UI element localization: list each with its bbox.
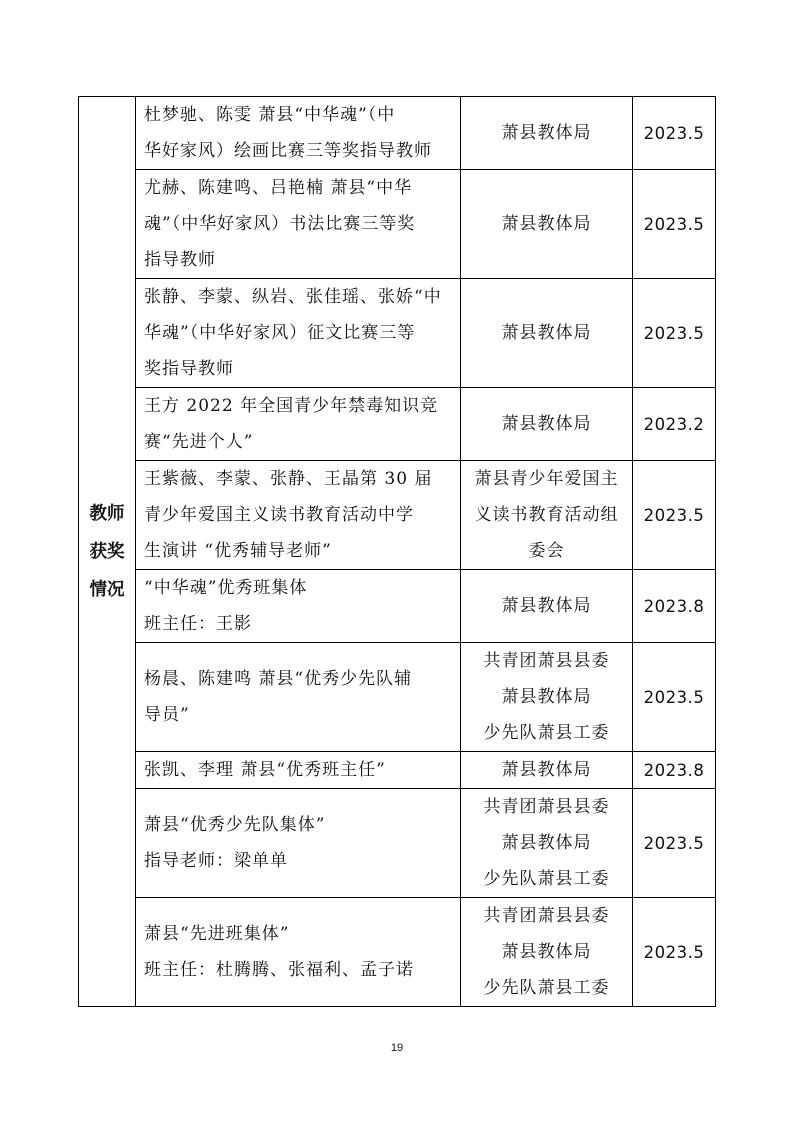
awards-table — [78, 96, 716, 1007]
award-date: 2023.5 — [633, 279, 716, 388]
awarding-organization-line: 少先队萧县工委 — [483, 978, 610, 998]
awarding-organization-line: 共青团萧县县委 — [483, 797, 610, 817]
award-description — [136, 279, 461, 388]
category-label — [87, 495, 127, 609]
award-description-line: 杨晨、陈建鸣 萧县“优秀少先队辅 — [144, 669, 413, 689]
award-description-line: 华魂”（中华好家风）征文比赛三等 — [144, 323, 416, 343]
award-description — [136, 752, 461, 789]
award-date: 2023.5 — [633, 789, 716, 898]
awarding-organization-line: 萧县青少年爱国主 — [474, 469, 619, 489]
awarding-organization-line: 萧县教体局 — [501, 760, 592, 780]
category-label-line: 情况 — [89, 579, 125, 600]
award-description — [136, 461, 461, 570]
category-cell — [79, 97, 136, 1007]
award-description-line: 班主任：王影 — [144, 614, 252, 634]
award-date: 2023.5 — [633, 461, 716, 570]
award-description-line: 王紫薇、李蒙、张静、王晶第 30 届 — [144, 469, 433, 489]
award-description-line: “中华魂”优秀班集体 — [144, 578, 308, 598]
award-date: 2023.5 — [633, 170, 716, 279]
awarding-organization — [461, 643, 633, 752]
awarding-organization-line: 萧县教体局 — [501, 596, 592, 616]
award-description-line: 指导老师：梁单单 — [144, 851, 288, 871]
award-description-line: 班主任：杜腾腾、张福利、孟子诺 — [144, 960, 414, 980]
award-date: 2023.5 — [633, 643, 716, 752]
awarding-organization — [461, 898, 633, 1007]
award-description-line: 导员” — [144, 705, 190, 725]
awarding-organization-line: 共青团萧县县委 — [483, 906, 610, 926]
table-row — [79, 898, 716, 1007]
awarding-organization — [461, 752, 633, 789]
table-row — [79, 789, 716, 898]
award-description-line: 萧县“先进班集体” — [144, 924, 290, 944]
awarding-organization-line: 萧县教体局 — [501, 414, 592, 434]
table-row — [79, 279, 716, 388]
awarding-organization — [461, 170, 633, 279]
award-date: 2023.2 — [633, 388, 716, 461]
awarding-organization-line: 萧县教体局 — [501, 942, 592, 962]
award-description-line: 王方 2022 年全国青少年禁毒知识竞 — [144, 396, 439, 416]
awarding-organization-line: 委会 — [528, 541, 565, 561]
table-row — [79, 643, 716, 752]
award-description — [136, 643, 461, 752]
award-description-line: 华好家风）绘画比赛三等奖指导教师 — [144, 141, 432, 161]
award-description-line: 萧县“优秀少先队集体” — [144, 815, 326, 835]
awarding-organization-line: 共青团萧县县委 — [483, 651, 610, 671]
awarding-organization-line: 萧县教体局 — [501, 323, 592, 343]
award-description — [136, 570, 461, 643]
award-date: 2023.8 — [633, 570, 716, 643]
award-description — [136, 388, 461, 461]
award-description-line: 赛“先进个人” — [144, 432, 254, 452]
table-row — [79, 97, 716, 170]
award-description-line: 生演讲 “优秀辅导老师” — [144, 541, 332, 561]
award-description — [136, 170, 461, 279]
page-number: 19 — [390, 1042, 404, 1054]
awarding-organization — [461, 388, 633, 461]
award-description-line: 杜梦驰、陈雯 萧县“中华魂”（中 — [144, 105, 396, 125]
awarding-organization-line: 萧县教体局 — [501, 123, 592, 143]
awarding-organization — [461, 279, 633, 388]
awarding-organization-line: 少先队萧县工委 — [483, 869, 610, 889]
awarding-organization — [461, 789, 633, 898]
award-description-line: 尤赫、陈建鸣、吕艳楠 萧县“中华 — [144, 178, 413, 198]
awarding-organization-line: 少先队萧县工委 — [483, 723, 610, 743]
award-date: 2023.8 — [633, 752, 716, 789]
award-description-line: 张静、李蒙、纵岩、张佳瑶、张娇“中 — [144, 287, 442, 307]
award-description — [136, 97, 461, 170]
table-row — [79, 752, 716, 789]
award-date: 2023.5 — [633, 898, 716, 1007]
awarding-organization — [461, 97, 633, 170]
awarding-organization-line: 萧县教体局 — [501, 214, 592, 234]
awarding-organization-line: 义读书教育活动组 — [474, 505, 619, 525]
table-row — [79, 170, 716, 279]
table-row — [79, 461, 716, 570]
awarding-organization — [461, 570, 633, 643]
award-description-line: 青少年爱国主义读书教育活动中学 — [144, 505, 414, 525]
award-date: 2023.5 — [633, 97, 716, 170]
awarding-organization-line: 萧县教体局 — [501, 687, 592, 707]
category-label-line: 教师 — [89, 503, 125, 524]
award-description-line: 指导教师 — [144, 250, 216, 270]
award-description — [136, 789, 461, 898]
award-description-line: 张凯、李理 萧县“优秀班主任” — [144, 760, 386, 780]
awarding-organization-line: 萧县教体局 — [501, 833, 592, 853]
award-description — [136, 898, 461, 1007]
table-row — [79, 570, 716, 643]
award-description-line: 魂”（中华好家风）书法比赛三等奖 — [144, 214, 416, 234]
award-description-line: 奖指导教师 — [144, 359, 234, 379]
table-row — [79, 388, 716, 461]
category-label-line: 获奖 — [89, 541, 125, 562]
awards-table-body — [79, 97, 716, 1007]
awarding-organization — [461, 461, 633, 570]
